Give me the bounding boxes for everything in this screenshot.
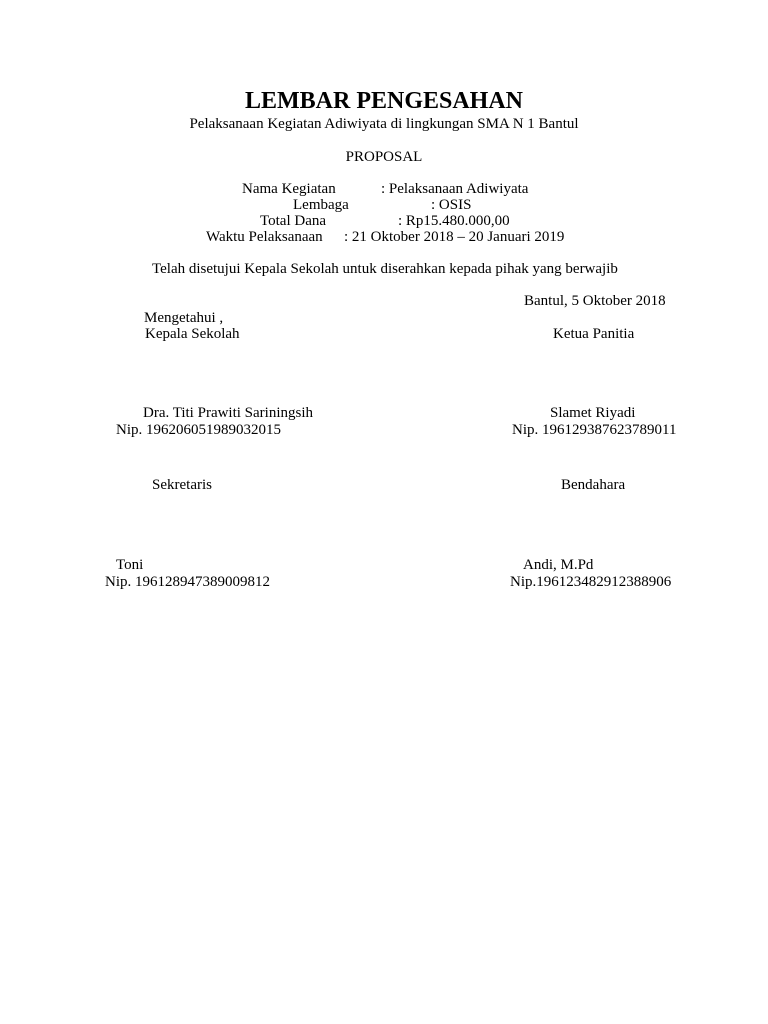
ketua-panitia-role: Ketua Panitia (553, 326, 635, 342)
approval-statement: Telah disetujui Kepala Sekolah untuk diserahkan kepada pihak yang berwajib (152, 261, 618, 277)
sekretaris-nip: Nip. 196128947389009812 (105, 574, 270, 590)
bendahara-nip: Nip.196123482912388906 (510, 574, 672, 590)
place-date: Bantul, 5 Oktober 2018 (524, 293, 666, 309)
bendahara-name: Andi, M.Pd (523, 557, 594, 573)
total-dana-label: Total Dana (260, 213, 327, 229)
sekretaris-name: Toni (116, 557, 144, 573)
kepala-sekolah-name: Dra. Titi Prawiti Sariningsih (143, 405, 314, 421)
waktu-pelaksanaan-label: Waktu Pelaksanaan (206, 229, 323, 245)
ketua-panitia-nip: Nip. 196129387623789011 (512, 422, 677, 438)
nama-kegiatan-value: : Pelaksanaan Adiwiyata (381, 181, 529, 197)
document-type: PROPOSAL (345, 149, 423, 165)
sekretaris-role: Sekretaris (152, 477, 212, 493)
bendahara-role: Bendahara (561, 477, 626, 493)
page-subtitle: Pelaksanaan Kegiatan Adiwiyata di lingkungan SMA N 1 Bantul (189, 116, 579, 132)
ketua-panitia-name: Slamet Riyadi (550, 405, 636, 421)
lembaga-label: Lembaga (293, 197, 349, 213)
waktu-pelaksanaan-value: : 21 Oktober 2018 – 20 Januari 2019 (344, 229, 565, 245)
kepala-sekolah-nip: Nip. 196206051989032015 (116, 422, 281, 438)
mengetahui-label: Mengetahui , (144, 310, 224, 326)
kepala-sekolah-role: Kepala Sekolah (145, 326, 240, 342)
total-dana-value: : Rp15.480.000,00 (398, 213, 510, 229)
nama-kegiatan-label: Nama Kegiatan (242, 181, 336, 197)
lembaga-value: : OSIS (431, 197, 472, 213)
page-title: LEMBAR PENGESAHAN (244, 88, 524, 114)
